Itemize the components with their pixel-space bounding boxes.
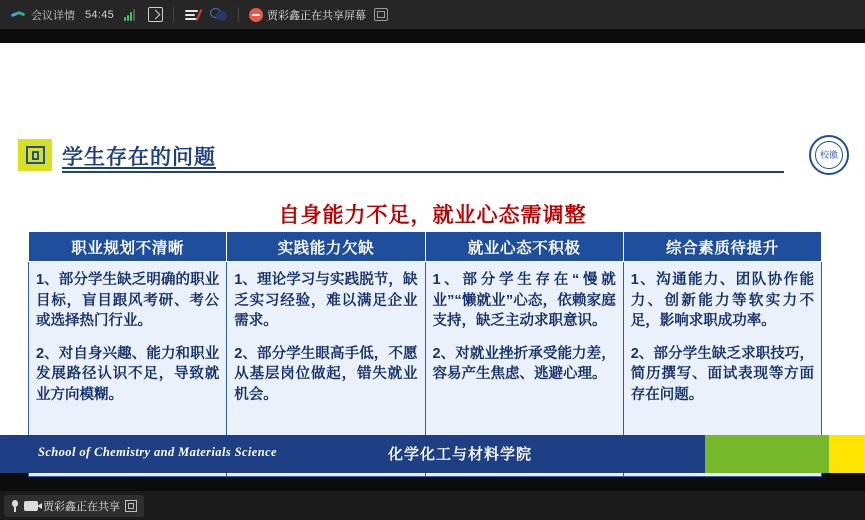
- cell-paragraph: 2、对自身兴趣、能力和职业发展路径认识不足，导致就业方向模糊。: [36, 345, 220, 403]
- university-seal-icon: [809, 135, 849, 175]
- cell-paragraph: 2、对就业挫折承受能力差，容易产生焦虑、逃避心理。: [432, 345, 616, 383]
- meeting-detail-button[interactable]: [6, 4, 80, 26]
- page-title: 学生存在的问题: [62, 146, 216, 169]
- share-status-text: 贾彩鑫正在共享屏幕: [267, 9, 367, 22]
- share-status-pill[interactable]: [4, 495, 144, 517]
- footer-block-green: [705, 435, 829, 473]
- table-column-header: 综合素质待提升: [623, 232, 821, 262]
- title-underline: [62, 171, 784, 173]
- share-status[interactable]: [244, 4, 393, 26]
- cell-paragraph: 1、部分学生缺乏明确的职业目标，盲目跟风考研、考公或选择热门行业。: [36, 272, 220, 330]
- expand-icon[interactable]: [125, 500, 137, 512]
- share-active-icon: [249, 8, 263, 22]
- network-signal-icon: [124, 9, 138, 21]
- toolbar-divider-2: [238, 7, 239, 22]
- meeting-timer-value: 54:45: [85, 8, 115, 21]
- cell-paragraph: 2、部分学生缺乏求职技巧，简历撰写、面试表现等方面存在问题。: [630, 345, 814, 403]
- slide-bullet-icon: [18, 139, 52, 171]
- footer-english-text: School of Chemistry and Materials Science: [38, 445, 277, 459]
- cell-paragraph: 1、部分学生存在“慢就业”“懒就业”心态，依赖家庭支持，缺乏主动求职意识。: [432, 272, 616, 330]
- shared-screen-stage: [0, 29, 865, 491]
- document-annotate-icon: [184, 8, 200, 22]
- cell-paragraph: 1、理论学习与实践脱节，缺乏实习经验，难以满足企业需求。: [234, 272, 418, 330]
- university-seal-text: 校徽: [815, 141, 843, 169]
- meeting-detail-label: 会议详情: [31, 9, 75, 22]
- presentation-slide: [0, 43, 865, 473]
- toolbar-divider-1: [173, 7, 174, 22]
- share-status-bar: [0, 491, 865, 520]
- table-column-header: 就业心态不积极: [425, 232, 623, 262]
- table-header-row: [29, 232, 822, 262]
- microphone-icon[interactable]: [11, 500, 19, 512]
- chat-button[interactable]: [205, 4, 233, 26]
- share-pill-text: 贾彩鑫正在共享: [43, 501, 120, 513]
- screen-frame-icon: [148, 7, 163, 22]
- meeting-timer: [80, 4, 119, 26]
- footer-chinese-text: 化学化工与材料学院: [388, 446, 533, 463]
- camera-icon[interactable]: [24, 501, 38, 511]
- table-column-header: 职业规划不清晰: [29, 232, 227, 262]
- chat-bubbles-icon: [210, 8, 228, 22]
- cell-paragraph: 2、部分学生眼高手低，不愿从基层岗位做起，错失就业机会。: [234, 345, 418, 403]
- meeting-toolbar: [0, 0, 865, 29]
- footer-block-yellow: [829, 435, 865, 473]
- slide-subtitle: 自身能力不足，就业心态需调整: [278, 204, 587, 227]
- cell-paragraph: 1、沟通能力、团队协作能力、创新能力等软实力不足，影响求职成功率。: [630, 272, 814, 330]
- screen-frame-button[interactable]: [143, 4, 168, 26]
- slide-footer: [0, 435, 865, 473]
- network-status[interactable]: [119, 4, 143, 26]
- meeting-logo-icon: [11, 9, 27, 21]
- footer-color-blocks: [705, 435, 865, 473]
- table-column-header: 实践能力欠缺: [227, 232, 425, 262]
- share-badge-icon: [374, 8, 388, 21]
- annotate-button[interactable]: [179, 4, 205, 26]
